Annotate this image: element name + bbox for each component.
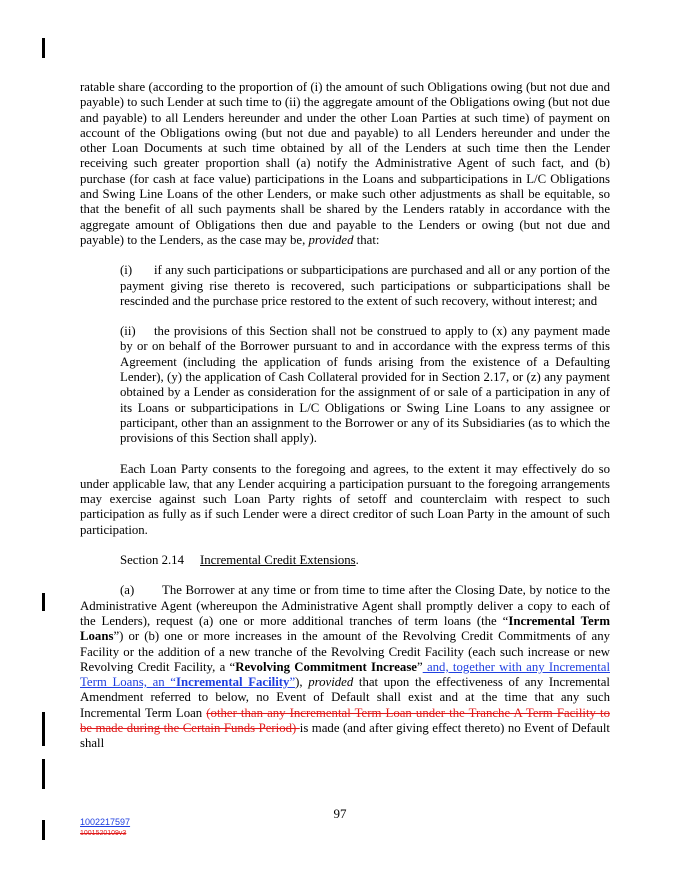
inserted-term: Incremental Facility <box>175 675 290 690</box>
change-bar <box>42 38 45 58</box>
loan-party-paragraph: Each Loan Party consents to the foregoing and agrees, to the extent it may effectively do so under applicable law, that any Lender acquiring a participation pursuant to the foregoing arrangements may exercise against such Loan Party rights of setoff and counterclaim with respect to such participation as fully as if such Lender were a direct creditor of such Loan Party in the amount of such participation. <box>80 461 610 537</box>
document-id <box>80 817 130 839</box>
clause-i: (i) if any such participations or subparticipations are purchased and all or any portion of the payment giving rise thereto is recovered, such participations or subparticipations shall be rescinded and the purchase price restored to the extent of such recovery, without interest; and <box>120 263 610 308</box>
section-number: Section 2.14 <box>120 553 184 568</box>
clause-number: (a) <box>120 583 135 598</box>
page-number: 97 <box>333 806 347 821</box>
document-body <box>80 80 610 767</box>
inserted-text: and, together with any Incremental Term Loans, an “ <box>80 659 610 690</box>
clause-ii: (ii) the provisions of this Section shall not be construed to apply to (x) any payment made by or on behalf of the Borrower pursuant to and in accordance with the express terms of this Agreement (including the application of funds arising from the existence of a Defaulting Lender), (y) the application of Cash Collateral provided for in Section 2.17, or (z) any payment obtained by a Lender as consideration for the assignment of or sale of a participation in any of its Loans or subparticipations in L/C Obligations or Swing Line Loans to any assignee or participant, other than an assignment to the Borrower or any of its Subsidiaries (as to which the provisions of this Section shall apply). <box>120 324 610 446</box>
clause-number: (i) <box>120 263 133 278</box>
change-bar <box>42 759 45 789</box>
continuation-paragraph: ratable share (according to the proportion of (i) the amount of such Obligations owing (but not due and payable) to such Lender at such time to (ii) the aggregate amount of the Obligations owing (but not due and payable) to all Lenders hereunder and under the other Loan Parties at such time) of payment on account of the Obligations owing (but not due and payable) to all Lenders hereunder and under the other Loan Documents at such time obtained by all of the Lenders at such time then the Lender receiving such greater proportion shall (a) notify the Administrative Agent of such fact, and (b) purchase (for cash at face value) participations in the Loans and subparticipations in L/C Obligations and Swing Line Loans of the other Lenders, or make such other adjustments as shall be equitable, so that the benefit of all such payments shall be shared by the Lenders ratably in accordance with the aggregate amount of Obligations then due and payable to the Lenders or owing (but not due and payable) to the Lenders, as the case may be, provided that: <box>80 80 610 247</box>
document-id-old: 1001520109v3 <box>80 830 127 837</box>
change-bar <box>42 712 45 746</box>
change-bar <box>42 820 45 840</box>
deleted-text: (other than any Incremental Term Loan under the Tranche A Term Facility to be made during the Certain Funds Period) <box>80 705 610 735</box>
change-bar <box>42 593 45 611</box>
section-title: Incremental Credit Extensions <box>200 553 356 568</box>
clause-a: (a) The Borrower at any time or from time to time after the Closing Date, by notice to the Administrative Agent (whereupon the Administrative Agent shall promptly deliver a copy to each of the Lenders), request (a) one or more additional tranches of term loans (the “Incremental Term Loans”) or (b) one or more increases in the amount of the Revolving Credit Commitments of any Facility or the addition of a new tranche of the Revolving Credit Facility (each such increase or new Revolving Credit Facility, a “Revolving Commitment Increase” and, together with any Incremental Term Loans, an “Incremental Facility”), provided that upon the effectiveness of any Incremental Amendment referred to below, no Event of Default shall exist and at the time that any such Incremental Term Loan (other than any Incremental Term Loan under the Tranche A Term Facility to be made during the Certain Funds Period) is made (and after giving effect thereto) no Event of Default shall <box>80 583 610 751</box>
section-heading: Section 2.14 Incremental Credit Extensions. <box>120 553 359 568</box>
clause-number: (ii) <box>120 324 136 339</box>
document-id-current: 1002217597 <box>80 817 131 827</box>
